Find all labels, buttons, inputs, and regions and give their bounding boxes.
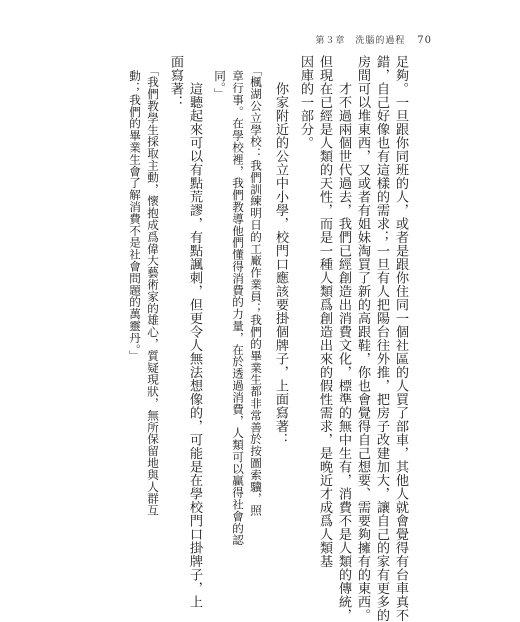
running-header [315,33,432,46]
text-column-3: 房間可以堆東西，又或者有姐妹淘買了新的高跟鞋，你也會覺得自己想要、需要夠擁有的東西。 [355,55,370,622]
text-column-6: 因庫的一部分。 [298,55,313,150]
text-column-5: 但現在已經是人類的天性，而是一種人類爲創造出來的假性需求，是晚近才成爲人類基 [317,55,332,568]
chapter-title: 第３章 洗腦的過程 [315,36,406,46]
quote-column-2: 章行事。在學校裡，我們教導他們懂得消費的力量，在於透過消費，人類可以贏得社會的認 [231,58,245,546]
text-column-2: 錯，自己好像也有這樣的需求；一旦有人把陽台往外推，把房子改建加大，讓自己的家有更多的 [374,55,389,622]
text-column-15: 面寫著： [168,55,183,109]
text-column-1: 足夠。一旦跟你同班的人，或者是跟你住同一個社區的人買了部車，其他人就會覺得有台車真不 [393,55,408,622]
quote-column-5: 動；我們的畢業生會了解消費不是社會問題的萬靈丹。」 [128,58,142,362]
text-column-4: 才不過兩個世代過去，我們已經創造出消費文化，標準的無中生有，消費不是人類的傳統， [336,55,351,622]
quote-column-4: 「我們教學生採取主動，懷抱成爲偉大藝術家的雄心，質疑現狀，無所保留地與人群互 [146,58,160,517]
quote-column-3: 同。」 [213,58,227,100]
page-number: 70 [417,35,432,46]
text-column-8: 你家附近的公立中小學，校門口應該要掛個牌子，上面寫著： [273,55,288,447]
quote-column-1: 「楓湖公立學校：我們訓練明日的工廠作業員；我們的畢業生都非常善於按圖索驥，照 [249,58,263,517]
text-column-14: 這聽起來可以有點荒謬，有點諷刺，但更令人無法想像的，可能是在學校門口掛牌子，上 [187,55,202,609]
